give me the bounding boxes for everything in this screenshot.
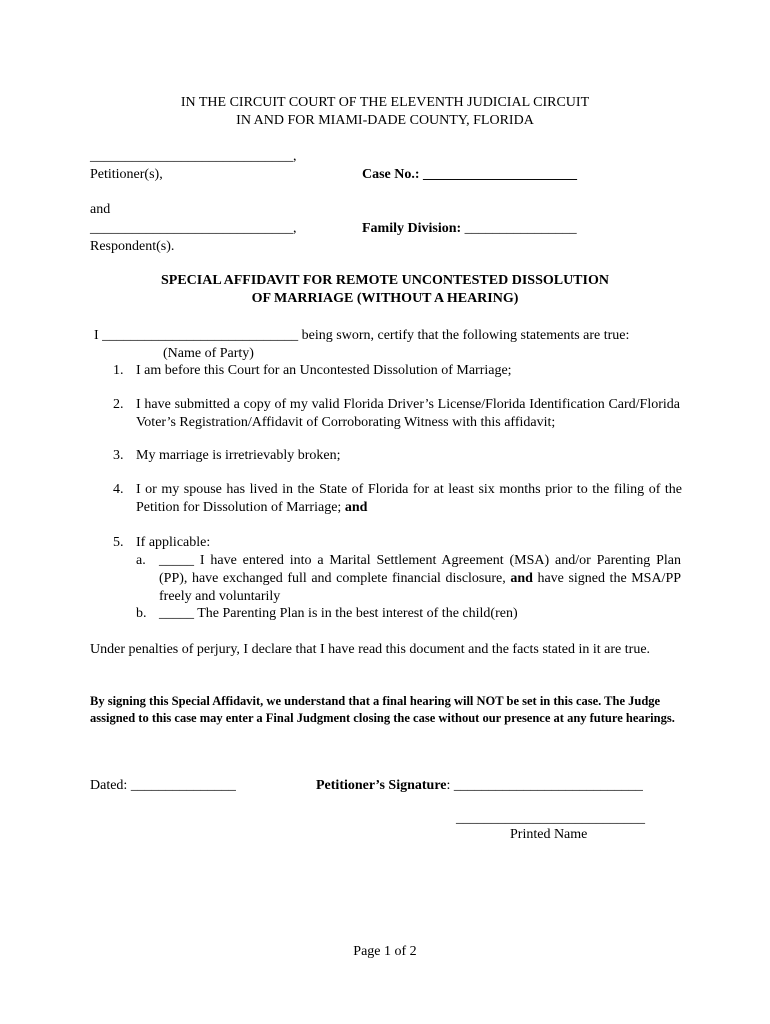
item-4-text [136, 481, 682, 517]
family-division-blank[interactable]: ________________ [464, 221, 577, 236]
court-header-line2: IN AND FOR MIAMI-DADE COUNTY, FLORIDA [236, 113, 534, 128]
item-4-number: 4. [113, 482, 124, 497]
item-5-text: If applicable: [136, 535, 211, 550]
sub-item-b-text[interactable]: _____ The Parenting Plan is in the best interest of the child(ren) [159, 606, 518, 621]
case-number-field[interactable] [362, 166, 577, 183]
item-2-text: I have submitted a copy of my valid Florida Driver’s License/Florida Identification Card/Florida Voter’s Registration/Affidavit of Corroborating Witness with this affidavit; [136, 397, 680, 430]
affidavit-title-line2: OF MARRIAGE (WITHOUT A HEARING) [251, 291, 519, 306]
item-4-text-and: and [344, 500, 368, 515]
page-number: Page 1 of 2 [353, 944, 417, 959]
sub-item-a-text-and: and [510, 571, 533, 586]
sub-item-a-text[interactable] [159, 552, 681, 606]
item-2-number: 2. [113, 397, 124, 412]
case-number-blank[interactable]: ______________________ [423, 167, 578, 182]
name-of-party-hint: (Name of Party) [163, 346, 254, 361]
sub-item-a-label: a. [136, 553, 146, 568]
respondent-name-blank[interactable]: _____________________________, [90, 221, 297, 236]
petitioner-name-blank[interactable]: _____________________________, [90, 149, 297, 164]
petitioner-signature-field[interactable] [316, 777, 643, 794]
sub-item-b-label: b. [136, 606, 147, 621]
affidavit-title-line1: SPECIAL AFFIDAVIT FOR REMOTE UNCONTESTED DISSOLUTION [161, 273, 609, 288]
perjury-statement: Under penalties of perjury, I declare that I have read this document and the facts stated in it are true. [90, 642, 651, 657]
and-label: and [90, 202, 111, 217]
petitioner-signature-label: Petitioner’s Signature [316, 778, 447, 793]
item-5-number: 5. [113, 535, 124, 550]
oath-statement[interactable]: I ____________________________ being sworn, certify that the following statements are true: [94, 328, 630, 343]
item-4-text-main: I or my spouse has lived in the State of Florida for at least six months prior to the filing of the Petition for Dissolution of Marriage; [136, 482, 682, 515]
item-1-text: I am before this Court for an Uncontested Dissolution of Marriage; [136, 363, 512, 378]
sub-item-a-text-part2: have signed the MSA/PP freely and voluntarily [159, 571, 682, 604]
dated-field[interactable]: Dated: _______________ [90, 778, 236, 793]
respondent-label: Respondent(s). [90, 239, 175, 254]
family-division-field[interactable] [362, 220, 577, 237]
court-header-line1: IN THE CIRCUIT COURT OF THE ELEVENTH JUDICIAL CIRCUIT [180, 95, 590, 110]
petitioner-label: Petitioner(s), [90, 167, 163, 182]
item-3-text: My marriage is irretrievably broken; [136, 448, 341, 463]
final-hearing-notice: By signing this Special Affidavit, we understand that a final hearing will NOT be set in this case. The Judge assigned to this case may enter a Final Judgment closing the case without our presence at any future hearings. [90, 694, 675, 725]
sub-item-a-text-part1: _____ I have entered into a Marital Settlement Agreement (MSA) and/or Parenting Plan (PP), have exchanged full and complete financial disclosure, [159, 553, 681, 586]
printed-name-label: Printed Name [510, 827, 588, 842]
item-3-number: 3. [113, 448, 124, 463]
item-1-number: 1. [113, 363, 124, 378]
family-division-label: Family Division: [362, 221, 462, 236]
case-number-label: Case No.: [362, 167, 420, 182]
petitioner-signature-blank[interactable]: : ___________________________ [446, 778, 643, 793]
printed-name-blank[interactable]: ___________________________ [456, 811, 645, 826]
